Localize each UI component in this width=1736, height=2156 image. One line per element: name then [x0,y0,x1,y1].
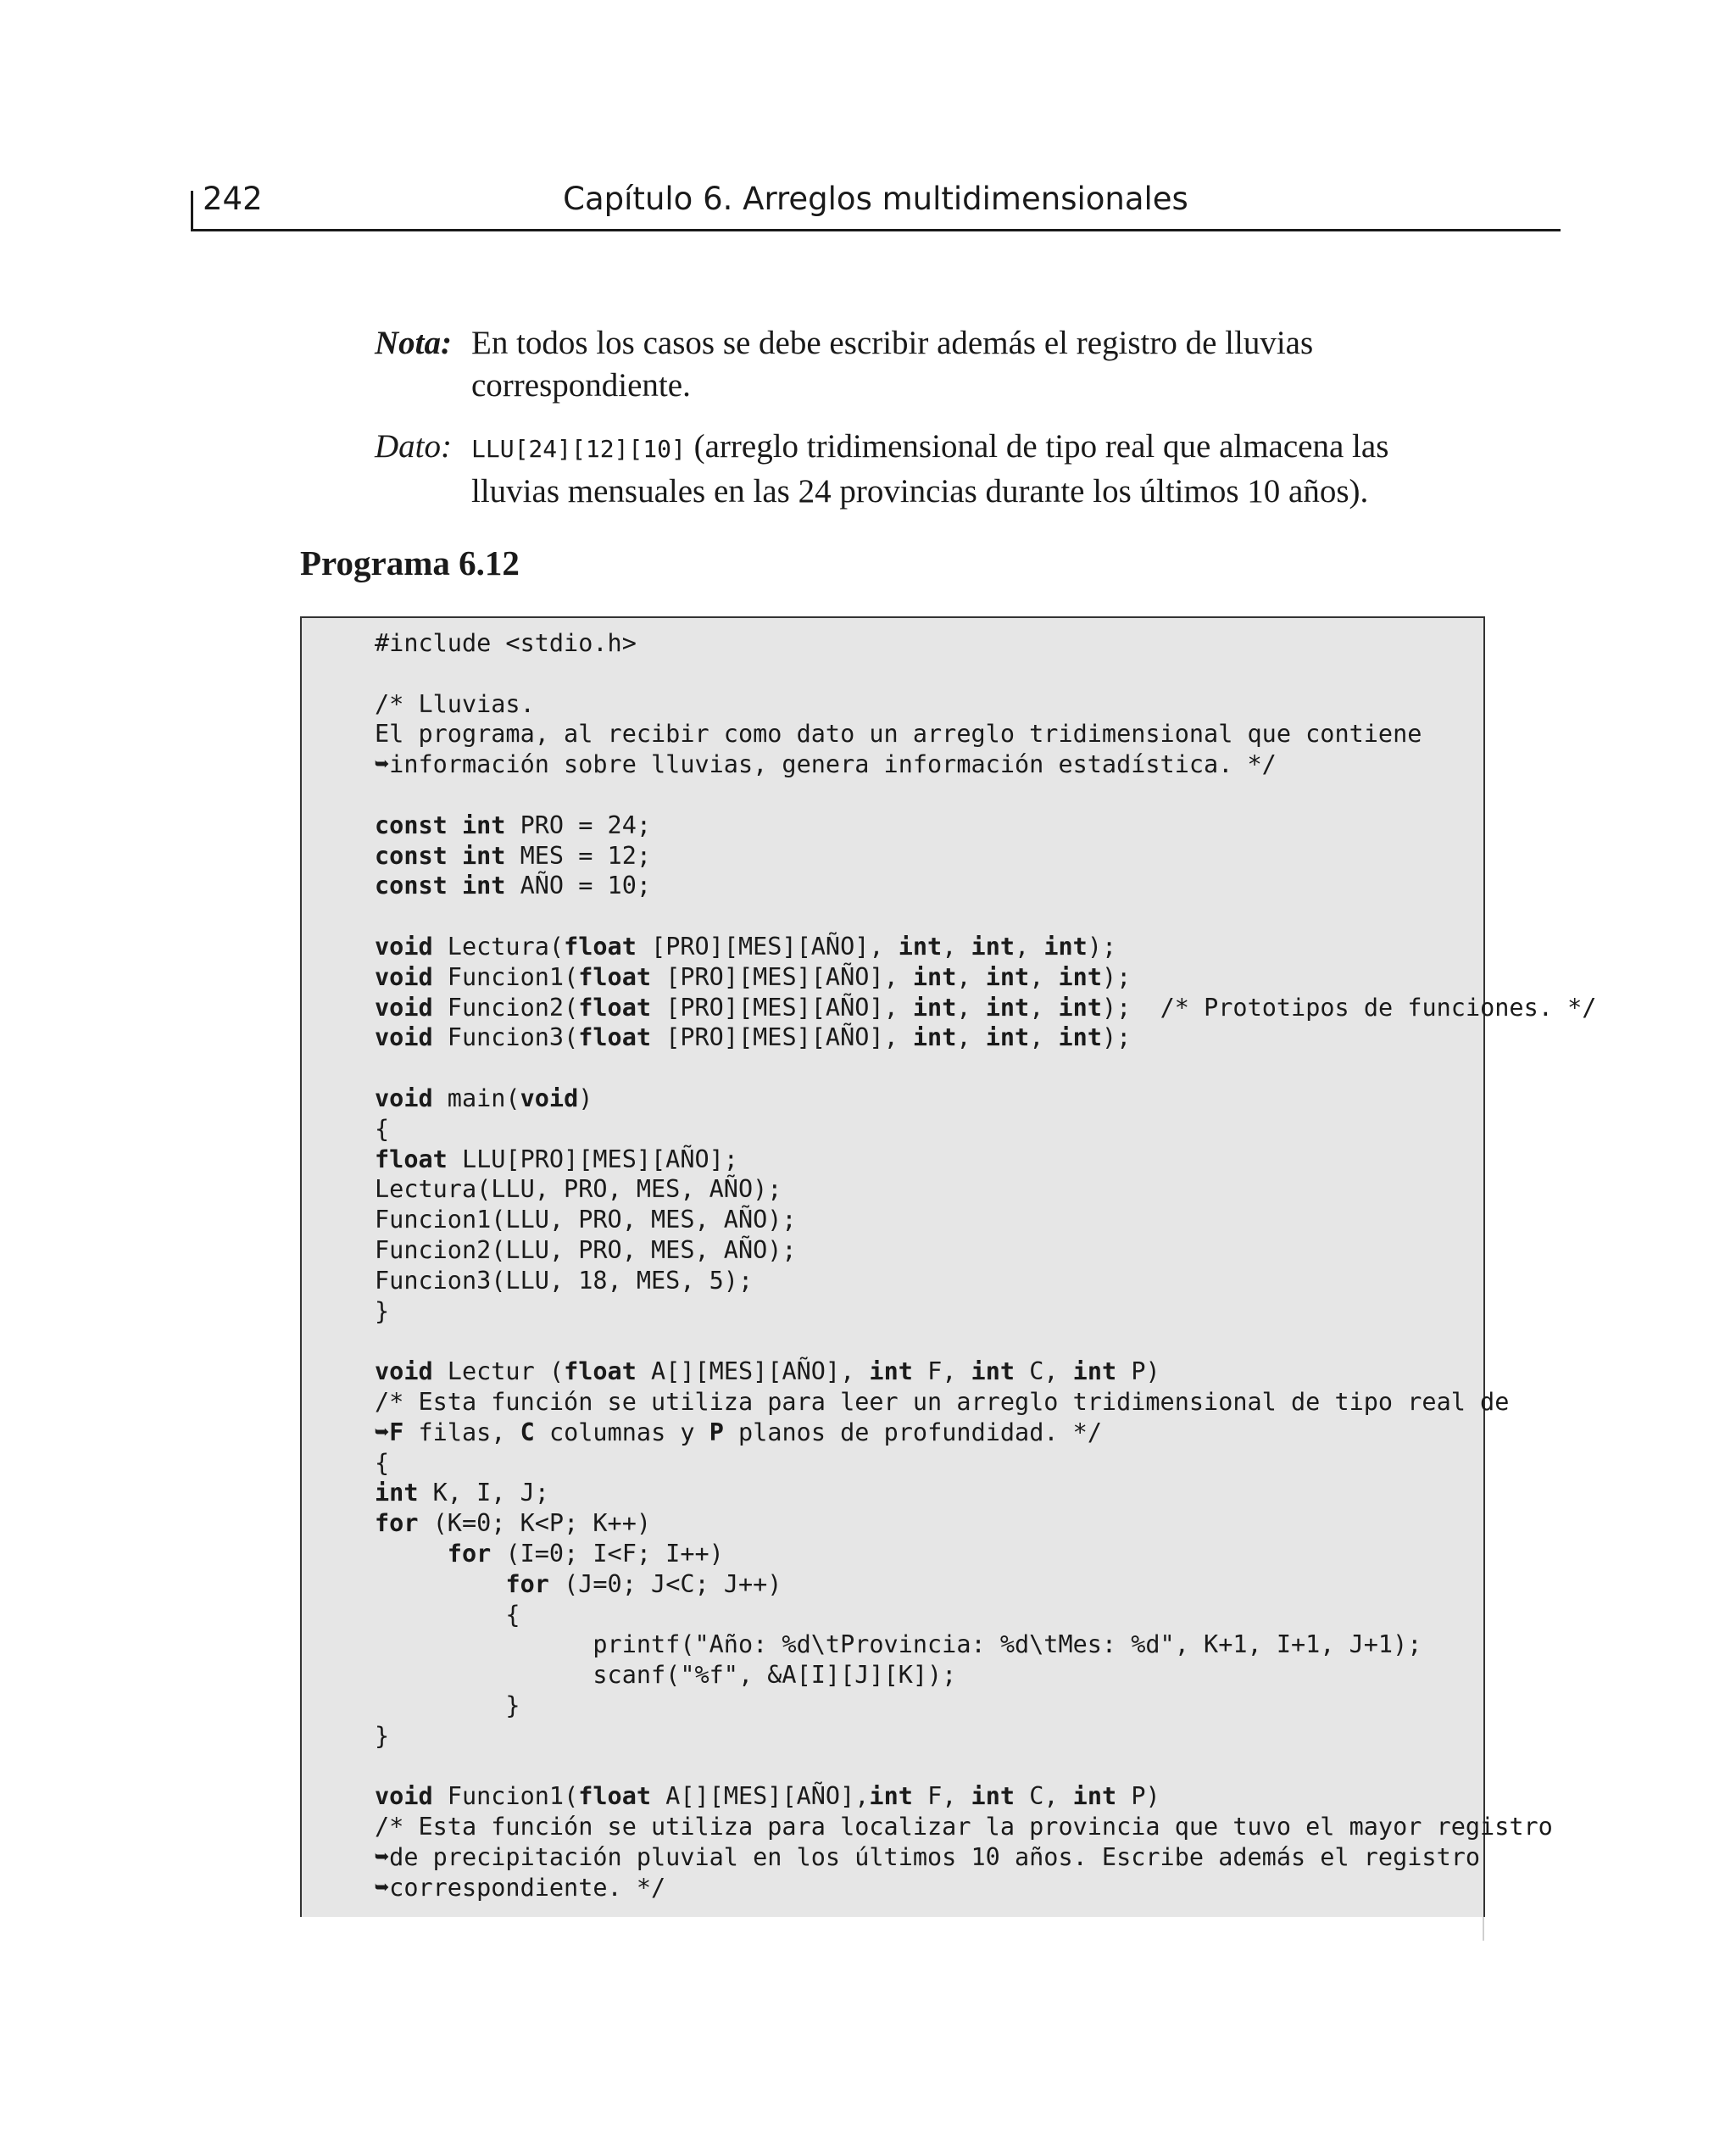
code-line: for (K=0; K<P; K++) [375,1509,652,1538]
dato-label: Dato: [375,428,452,465]
code-line: { [375,1600,520,1629]
code-line: Funcion3(LLU, 18, MES, 5); [375,1266,754,1295]
code-line: void main(void) [375,1084,593,1112]
code-line: Lectura(LLU, PRO, MES, AÑO); [375,1175,782,1204]
code-line: ➥de precipitación pluvial en los últimos 10 años. Escribe además el registro [375,1842,1481,1871]
code-line: void Funcion2(float [PRO][MES][AÑO], int, int, int); /* Prototipos de funciones. */ [375,993,1597,1022]
code-line: const int AÑO = 10; [375,872,652,900]
code-line [375,1751,1596,1781]
code-line: } [375,1296,390,1325]
code-line: /* Esta función se utiliza para localizar la provincia que tuvo el mayor registro [375,1813,1553,1841]
code-line: ➥F filas, C columnas y P planos de profundidad. */ [375,1418,1102,1446]
code-line: El programa, al recibir como dato un arreglo tridimensional que contiene [375,720,1422,749]
code-line [375,659,1596,689]
code-line: scanf("%f", &A[I][J][K]); [375,1661,957,1690]
code-line: void Lectur (float A[][MES][AÑO], int F, int C, int P) [375,1357,1160,1386]
page-header [191,174,1561,231]
nota-text: En todos los casos se debe escribir además el registro de lluvias correspondiente. [471,325,1314,404]
code-line: ➥correspondiente. */ [375,1873,666,1902]
code-listing-box [300,616,1597,1917]
code-line: Funcion2(LLU, PRO, MES, AÑO); [375,1235,797,1264]
code-line: } [375,1691,520,1719]
page-number: 242 [203,181,263,217]
dato-block [375,426,1477,510]
nota-label: Nota: [375,325,452,361]
code-line [375,1326,1596,1357]
code-line: for (J=0; J<C; J++) [505,1569,782,1598]
code-line: float LLU[PRO][MES][AÑO]; [375,1145,738,1173]
chapter-title: Capítulo 6. Arreglos multidimensionales [563,181,1188,217]
code-line: /* Lluvias. [375,689,535,718]
code-line: Funcion1(LLU, PRO, MES, AÑO); [375,1206,797,1234]
code-box-edge [1483,1917,1484,1941]
code-line: void Funcion1(float A[][MES][AÑO],int F, int C, int P) [375,1782,1160,1811]
dato-text [471,426,1446,513]
code-line: const int PRO = 24; [375,811,652,839]
code-line: ➥información sobre lluvias, genera información estadística. */ [375,750,1277,779]
code-line: /* Esta función se utiliza para leer un arreglo tridimensional de tipo real de [375,1387,1510,1416]
code-line [375,1053,1596,1084]
code-line: void Lectura(float [PRO][MES][AÑO], int, int, int); [375,932,1117,961]
code-line: printf("Año: %d\tProvincia: %d\tMes: %d", K+1, I+1, J+1); [375,1630,1422,1659]
code-line [375,901,1596,932]
code-line [375,780,1596,811]
program-title: Programa 6.12 [300,543,520,582]
code-line: { [375,1448,390,1477]
code-line: void Funcion3(float [PRO][MES][AÑO], int, int, int); [375,1023,1132,1052]
code-line: void Funcion1(float [PRO][MES][AÑO], int, int, int); [375,962,1132,991]
code-line: { [375,1114,390,1143]
code-line: #include <stdio.h> [375,629,637,657]
code-line: const int MES = 12; [375,841,652,870]
dato-code: LLU[24][12][10] [471,435,686,463]
code-line: int K, I, J; [375,1479,549,1507]
code-line: for (I=0; I<F; I++) [447,1539,724,1568]
code-listing [375,628,1596,1903]
code-line: } [375,1721,390,1750]
nota-block [375,322,1477,407]
dato-description: (arreglo tridimensional de tipo real que almacena las lluvias mensuales en las 24 provincias durante los últimos 10 años). [471,428,1389,510]
